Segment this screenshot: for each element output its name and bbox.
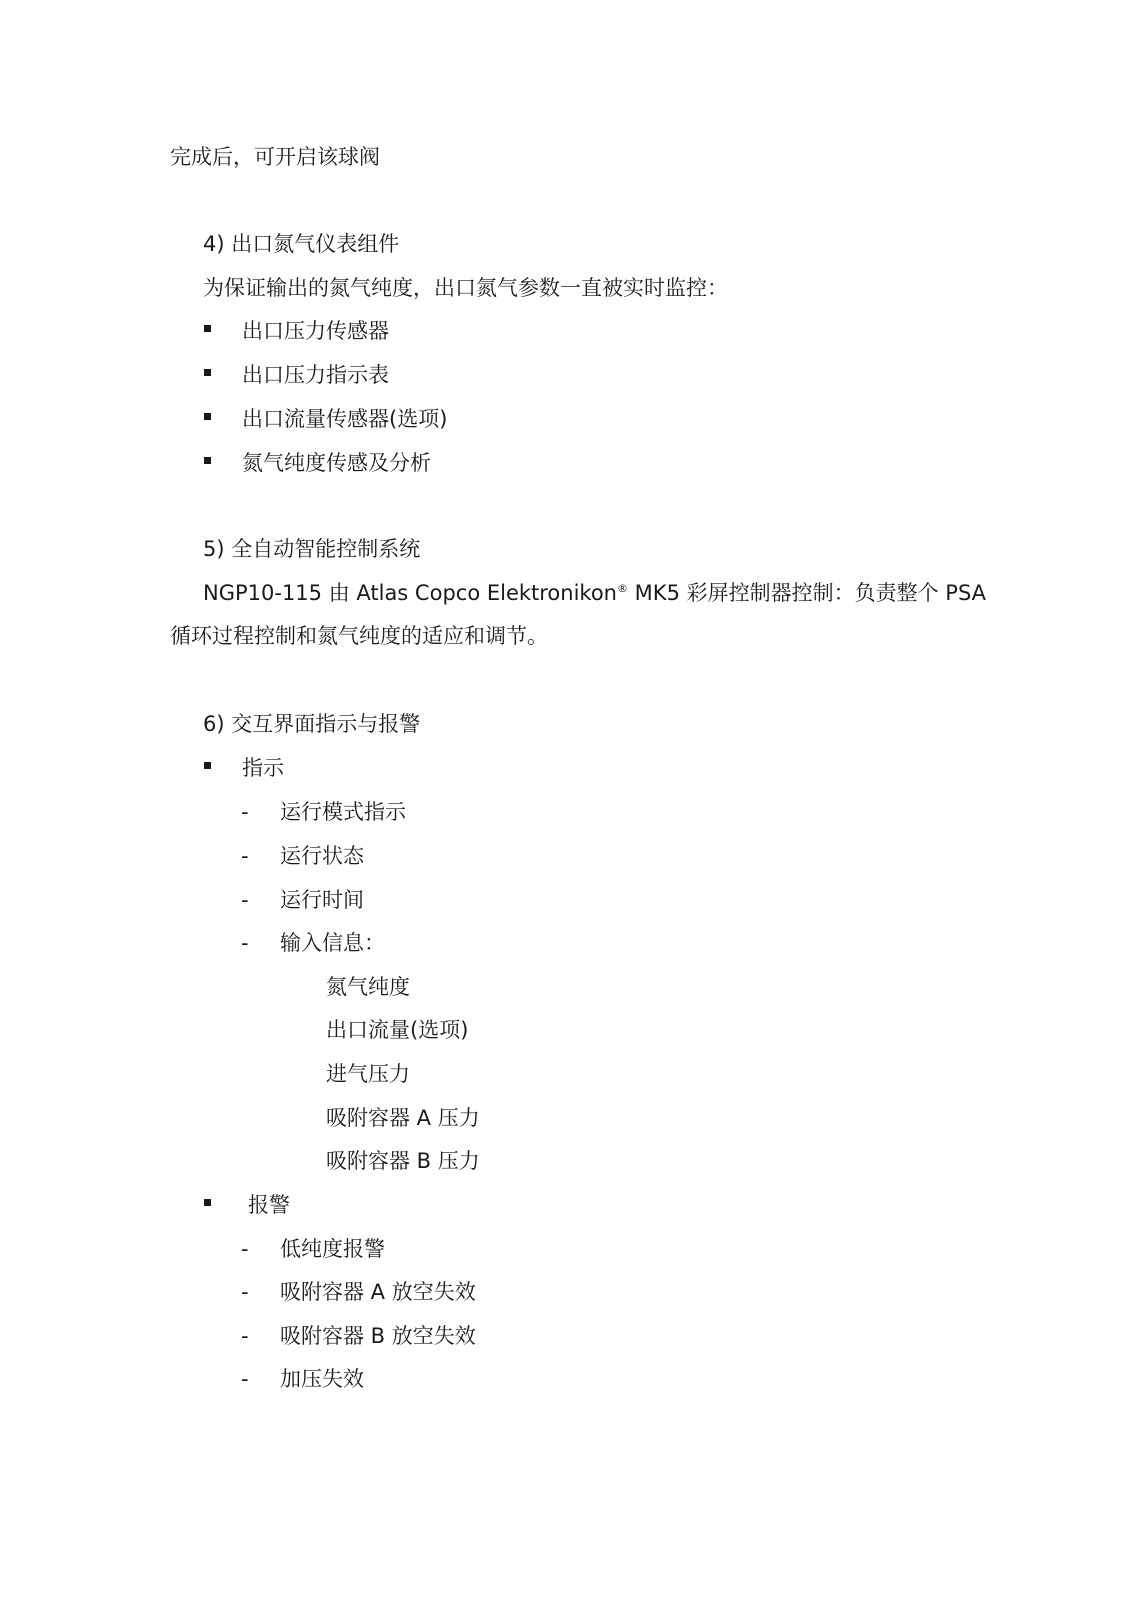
input-info-item: 氮气纯度 — [326, 975, 410, 999]
square-bullet-icon — [204, 1199, 211, 1206]
list-item: 出口压力传感器 — [242, 319, 389, 343]
section-6-heading: 6) 交互界面指示与报警 — [203, 712, 421, 736]
square-bullet-icon — [204, 413, 211, 420]
intro-line: 完成后，可开启该球阀 — [170, 145, 380, 169]
list-item: 吸附容器 B 放空失效 — [280, 1324, 476, 1348]
dash-bullet-icon: - — [241, 1367, 249, 1391]
list-item: 氮气纯度传感及分析 — [242, 451, 431, 475]
dash-bullet-icon: - — [241, 800, 249, 824]
section-5-heading: 5) 全自动智能控制系统 — [203, 537, 421, 561]
list-item: 出口流量传感器(选项) — [242, 407, 448, 431]
section-5-line-1 — [203, 579, 986, 607]
section-4-heading: 4) 出口氮气仪表组件 — [203, 232, 400, 256]
list-item: 输入信息： — [280, 931, 385, 955]
input-info-item: 吸附容器 A 压力 — [326, 1106, 480, 1130]
square-bullet-icon — [204, 762, 211, 769]
dash-bullet-icon: - — [241, 1280, 249, 1304]
list-item: 出口压力指示表 — [242, 363, 389, 387]
square-bullet-icon — [204, 457, 211, 464]
square-bullet-icon — [204, 325, 211, 332]
dash-bullet-icon: - — [241, 844, 249, 868]
list-item: 加压失效 — [280, 1367, 364, 1391]
input-info-item: 出口流量(选项) — [326, 1018, 469, 1042]
dash-bullet-icon: - — [241, 931, 249, 955]
dash-bullet-icon: - — [241, 1237, 249, 1261]
registered-mark: ® — [617, 582, 628, 595]
section-4-description: 为保证输出的氮气纯度，出口氮气参数一直被实时监控： — [203, 276, 728, 300]
section-5-line-1-tail: MK5 彩屏控制器控制：负责整个 PSA — [628, 581, 987, 605]
section-5-line-2: 循环过程控制和氮气纯度的适应和调节。 — [170, 624, 548, 648]
list-item: 运行时间 — [280, 888, 364, 912]
section-5-line-1-text: NGP10-115 由 Atlas Copco Elektronikon — [203, 581, 617, 605]
input-info-item: 进气压力 — [326, 1062, 410, 1086]
dash-bullet-icon: - — [241, 888, 249, 912]
list-item: 运行模式指示 — [280, 800, 406, 824]
list-item: 吸附容器 A 放空失效 — [280, 1280, 476, 1304]
alarm-label: 报警 — [248, 1193, 290, 1217]
input-info-item: 吸附容器 B 压力 — [326, 1149, 480, 1173]
list-item: 低纯度报警 — [280, 1237, 385, 1261]
dash-bullet-icon: - — [241, 1324, 249, 1348]
list-item: 运行状态 — [280, 844, 364, 868]
indication-label: 指示 — [242, 756, 284, 780]
square-bullet-icon — [204, 369, 211, 376]
